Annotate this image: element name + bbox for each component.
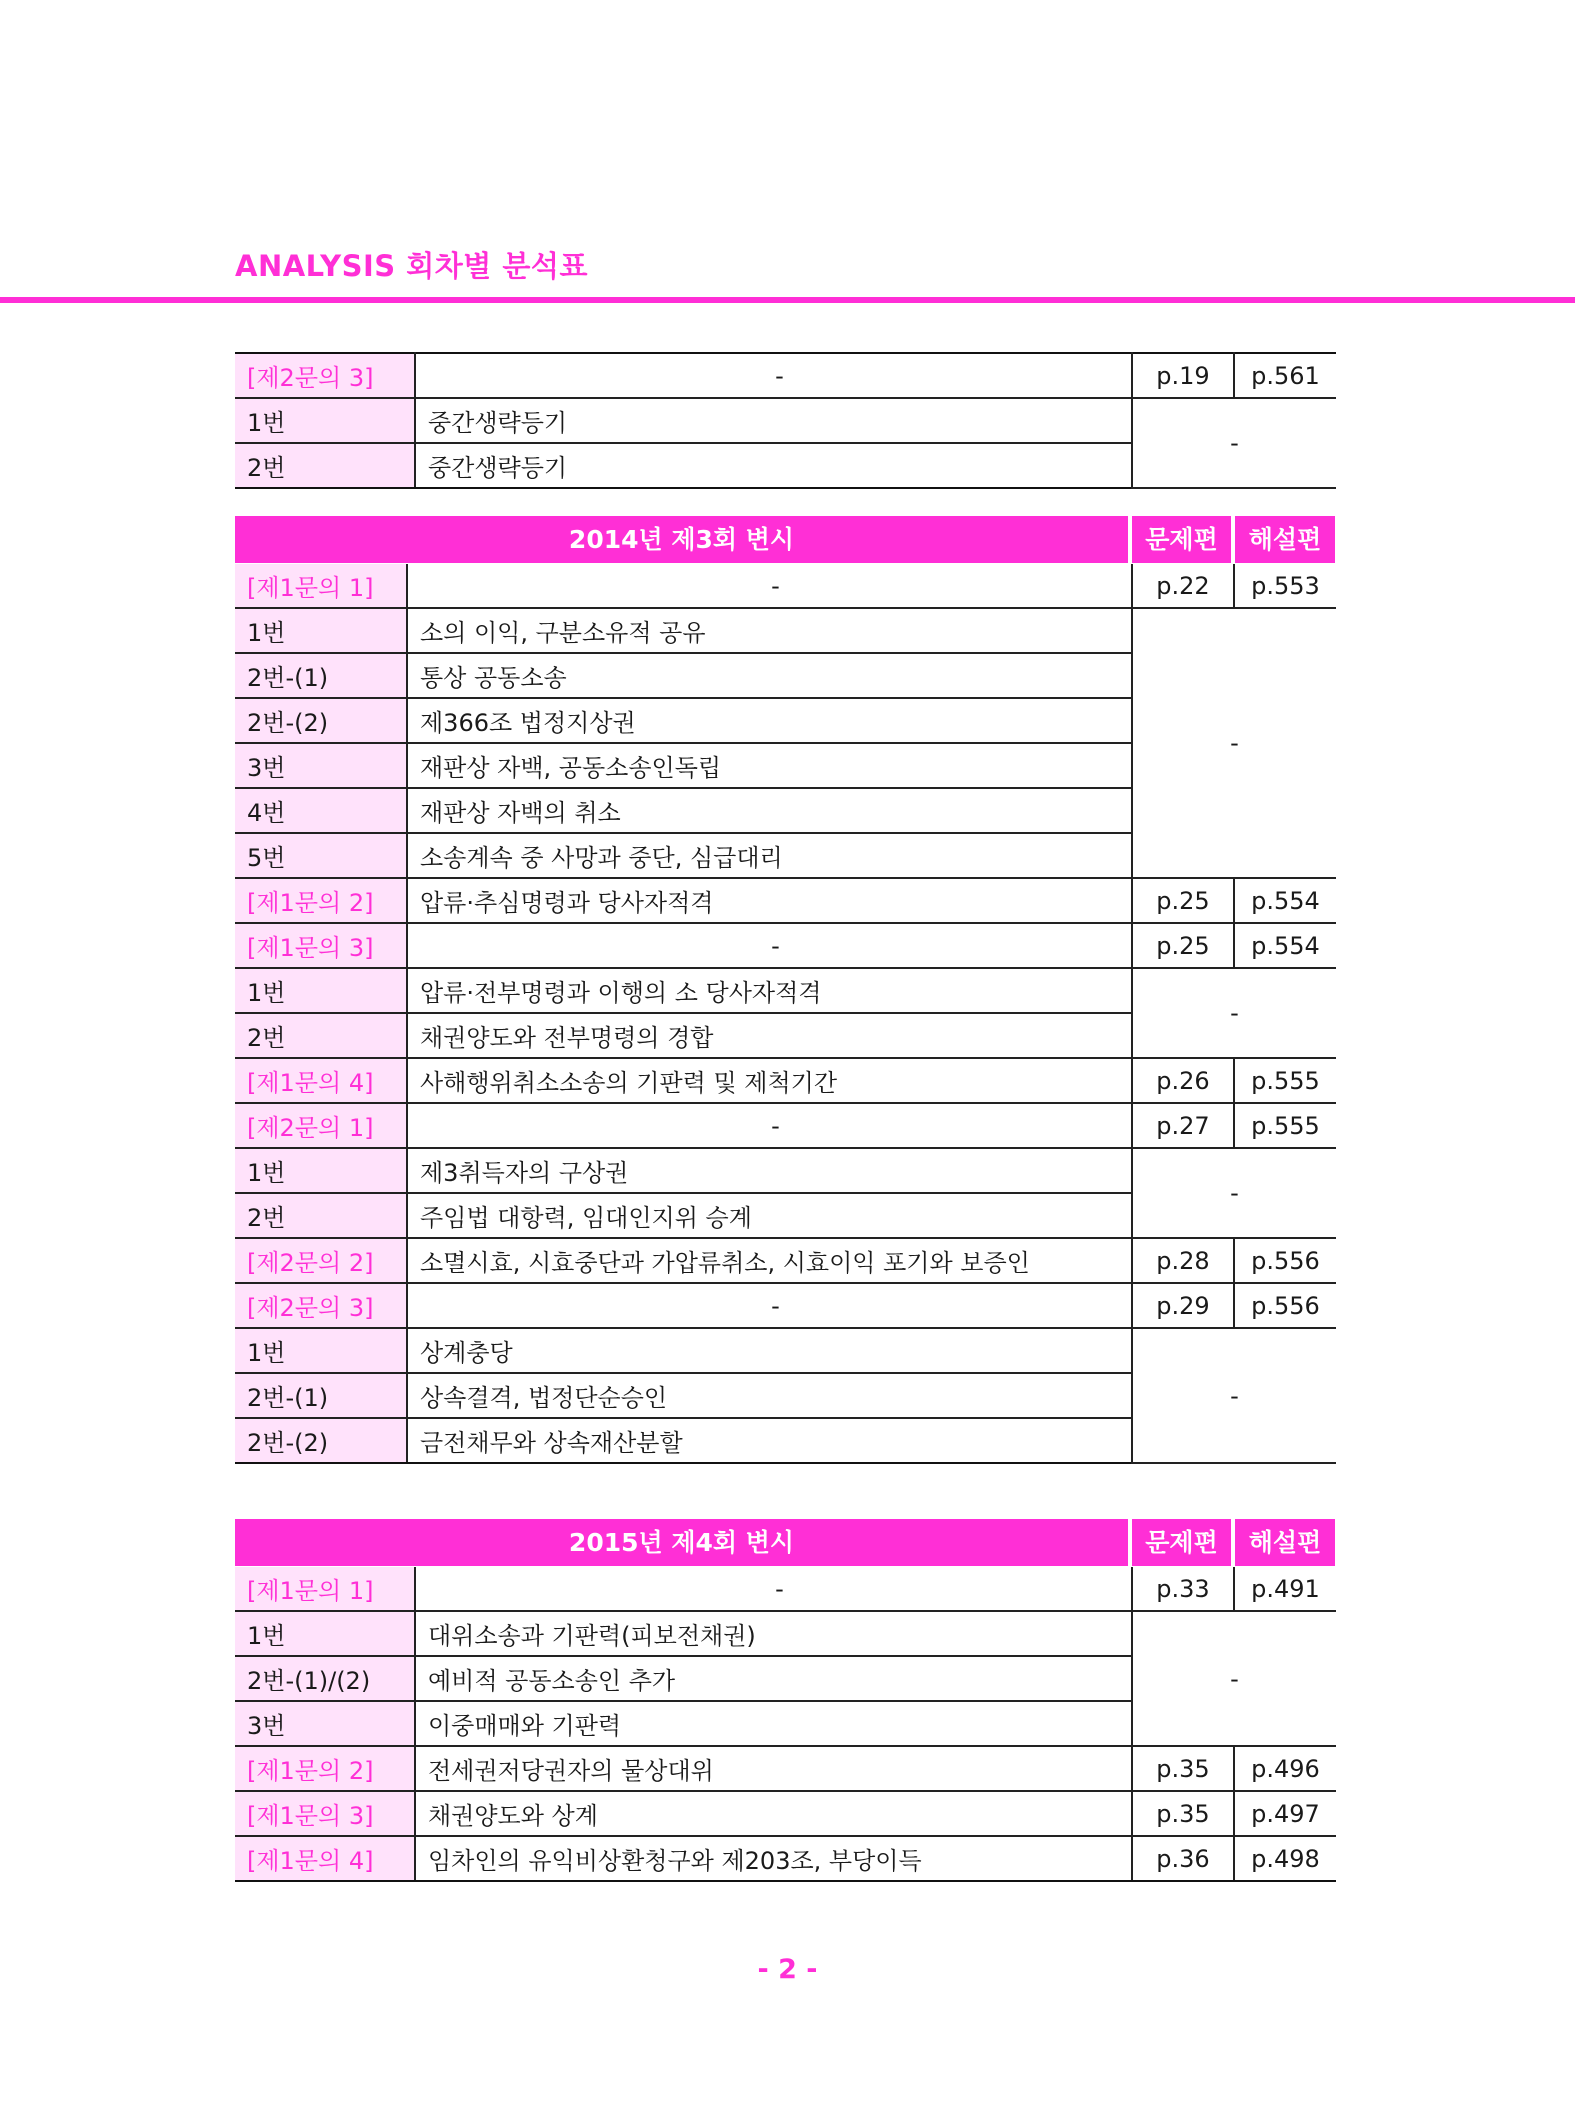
- question-number: [제1문의 3]: [235, 1791, 415, 1836]
- question-topic: 중간생략등기: [415, 398, 1132, 443]
- question-number: 1번: [235, 1328, 407, 1373]
- problem-page: p.36: [1132, 1836, 1234, 1881]
- question-number: 2번-(1): [235, 653, 407, 698]
- question-number: 1번: [235, 608, 407, 653]
- question-topic: 소의 이익, 구분소유적 공유: [407, 608, 1132, 653]
- question-number: [제1문의 1]: [235, 564, 407, 608]
- page-title: ANALYSIS 회차별 분석표: [235, 249, 588, 283]
- question-topic: 재판상 자백, 공동소송인독립: [407, 743, 1132, 788]
- question-topic: 금전채무와 상속재산분할: [407, 1418, 1132, 1463]
- table-row: [235, 1058, 1336, 1103]
- problem-page: p.27: [1132, 1103, 1234, 1148]
- solution-page: p.554: [1234, 923, 1336, 968]
- section-header-2015: [235, 1519, 1336, 1566]
- question-number: 4번: [235, 788, 407, 833]
- question-topic: 상계충당: [407, 1328, 1132, 1373]
- solution-page: p.553: [1234, 564, 1336, 608]
- question-topic: 상속결격, 법정단순승인: [407, 1373, 1132, 1418]
- section-header-2014: [235, 516, 1336, 563]
- problem-column-header: 문제편: [1132, 516, 1231, 563]
- table-row: [235, 923, 1336, 968]
- section-title: 2014년 제3회 변시: [235, 516, 1128, 563]
- question-topic: 대위소송과 기판력(피보전채권): [415, 1611, 1132, 1656]
- table-row: [235, 1238, 1336, 1283]
- solution-column-header: 해설편: [1235, 1519, 1335, 1566]
- question-number: [제2문의 3]: [235, 353, 415, 398]
- question-number: 2번: [235, 443, 415, 488]
- question-topic: 압류·전부명령과 이행의 소 당사자적격: [407, 968, 1132, 1013]
- question-topic: -: [407, 1103, 1132, 1148]
- question-number: 1번: [235, 1611, 415, 1656]
- page-merged: -: [1132, 1611, 1336, 1746]
- question-number: 2번-(2): [235, 1418, 407, 1463]
- question-number: 2번: [235, 1193, 407, 1238]
- table-row: [235, 878, 1336, 923]
- page-number: - 2 -: [757, 1954, 818, 1985]
- problem-page: p.33: [1132, 1567, 1234, 1611]
- question-topic: -: [407, 1283, 1132, 1328]
- question-number: [제1문의 4]: [235, 1836, 415, 1881]
- question-number: [제1문의 3]: [235, 923, 407, 968]
- problem-page: p.22: [1132, 564, 1234, 608]
- problem-page: p.25: [1132, 923, 1234, 968]
- question-number: 3번: [235, 743, 407, 788]
- problem-page: p.29: [1132, 1283, 1234, 1328]
- problem-page: p.26: [1132, 1058, 1234, 1103]
- table-row: [235, 1103, 1336, 1148]
- question-topic: 이중매매와 기판력: [415, 1701, 1132, 1746]
- question-number: 1번: [235, 968, 407, 1013]
- question-number: [제1문의 4]: [235, 1058, 407, 1103]
- problem-page: p.35: [1132, 1791, 1234, 1836]
- table-row: [235, 1791, 1336, 1836]
- table-row: [235, 1283, 1336, 1328]
- question-number: 2번-(2): [235, 698, 407, 743]
- question-topic: 중간생략등기: [415, 443, 1132, 488]
- question-number: [제1문의 2]: [235, 878, 407, 923]
- question-topic: 소송계속 중 사망과 중단, 심급대리: [407, 833, 1132, 878]
- table-row: [235, 353, 1336, 398]
- question-topic: -: [407, 923, 1132, 968]
- question-topic: 채권양도와 상계: [415, 1791, 1132, 1836]
- section-title: 2015년 제4회 변시: [235, 1519, 1128, 1566]
- question-topic: 주임법 대항력, 임대인지위 승계: [407, 1193, 1132, 1238]
- problem-page: p.19: [1132, 353, 1234, 398]
- solution-page: p.561: [1234, 353, 1336, 398]
- solution-page: p.556: [1234, 1283, 1336, 1328]
- solution-page: p.491: [1234, 1567, 1336, 1611]
- question-topic: 제3취득자의 구상권: [407, 1148, 1132, 1193]
- table-row: [235, 1836, 1336, 1881]
- question-number: 1번: [235, 1148, 407, 1193]
- question-topic: -: [415, 1567, 1132, 1611]
- solution-column-header: 해설편: [1235, 516, 1335, 563]
- solution-page: p.555: [1234, 1058, 1336, 1103]
- question-topic: 임차인의 유익비상환청구와 제203조, 부당이득: [415, 1836, 1132, 1881]
- question-number: [제2문의 2]: [235, 1238, 407, 1283]
- question-number: 3번: [235, 1701, 415, 1746]
- question-topic: 재판상 자백의 취소: [407, 788, 1132, 833]
- question-topic: 소멸시효, 시효중단과 가압류취소, 시효이익 포기와 보증인: [407, 1238, 1132, 1283]
- page-merged: -: [1132, 1148, 1336, 1238]
- table-row: [235, 398, 1336, 443]
- table-row: [235, 1611, 1336, 1656]
- question-topic: 압류·추심명령과 당사자적격: [407, 878, 1132, 923]
- table-row: [235, 608, 1336, 653]
- question-topic: 통상 공동소송: [407, 653, 1132, 698]
- problem-page: p.35: [1132, 1746, 1234, 1791]
- page-merged: -: [1132, 608, 1336, 878]
- solution-page: p.555: [1234, 1103, 1336, 1148]
- table-row: [235, 1328, 1336, 1373]
- question-topic: 채권양도와 전부명령의 경합: [407, 1013, 1132, 1058]
- question-topic: 예비적 공동소송인 추가: [415, 1656, 1132, 1701]
- question-number: [제1문의 2]: [235, 1746, 415, 1791]
- question-number: 2번-(1): [235, 1373, 407, 1418]
- analysis-table-2014: [235, 564, 1336, 1464]
- question-topic: 사해행위취소소송의 기판력 및 제척기간: [407, 1058, 1132, 1103]
- solution-page: p.556: [1234, 1238, 1336, 1283]
- table-row: [235, 1567, 1336, 1611]
- question-topic: 제366조 법정지상권: [407, 698, 1132, 743]
- question-topic: -: [407, 564, 1132, 608]
- table-row: [235, 564, 1336, 608]
- header-rule: [0, 297, 1575, 303]
- analysis-table-2015: [235, 1567, 1336, 1882]
- question-number: 2번: [235, 1013, 407, 1058]
- question-number: [제1문의 1]: [235, 1567, 415, 1611]
- problem-page: p.28: [1132, 1238, 1234, 1283]
- question-topic: -: [415, 353, 1132, 398]
- question-number: [제2문의 1]: [235, 1103, 407, 1148]
- table-row: [235, 1148, 1336, 1193]
- page-merged: -: [1132, 968, 1336, 1058]
- analysis-table-continued: [235, 352, 1336, 489]
- solution-page: p.498: [1234, 1836, 1336, 1881]
- question-number: 1번: [235, 398, 415, 443]
- problem-column-header: 문제편: [1132, 1519, 1231, 1566]
- question-topic: 전세권저당권자의 물상대위: [415, 1746, 1132, 1791]
- solution-page: p.496: [1234, 1746, 1336, 1791]
- table-row: [235, 1746, 1336, 1791]
- question-number: 2번-(1)/(2): [235, 1656, 415, 1701]
- page-merged: -: [1132, 1328, 1336, 1463]
- question-number: [제2문의 3]: [235, 1283, 407, 1328]
- solution-page: p.497: [1234, 1791, 1336, 1836]
- solution-page: p.554: [1234, 878, 1336, 923]
- page-merged: -: [1132, 398, 1336, 488]
- problem-page: p.25: [1132, 878, 1234, 923]
- question-number: 5번: [235, 833, 407, 878]
- table-row: [235, 968, 1336, 1013]
